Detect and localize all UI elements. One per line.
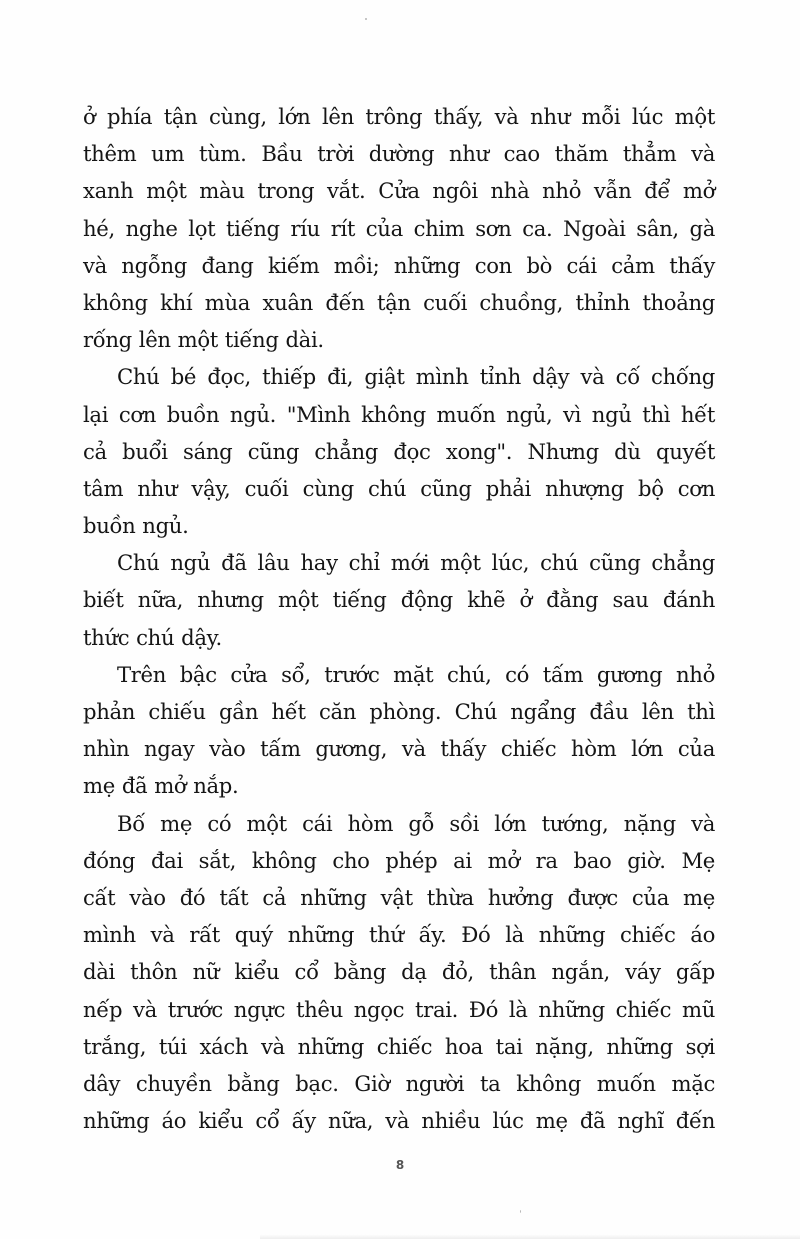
text-line: Chú bé đọc, thiếp đi, giật mình tỉnh dậy và cố chống [117, 364, 715, 390]
text-line: phản chiếu gần hết căn phòng. Chú ngẩng đầu lên thì [83, 699, 715, 724]
text-line: Chú ngủ đã lâu hay chỉ mới một lúc, chú cũng chẳng [117, 550, 715, 576]
text-line: lại cơn buồn ngủ. "Mình không muốn ngủ, vì ngủ thì hết [83, 401, 715, 427]
text-line: xanh một màu trong vắt. Cửa ngôi nhà nhỏ vẫn để mở [83, 178, 715, 204]
paragraph [83, 805, 715, 1140]
text-line: dây chuyền bằng bạc. Giờ người ta không muốn mặc [83, 1070, 715, 1096]
text-line: và ngỗng đang kiếm mồi; những con bò cái cảm thấy [83, 252, 715, 278]
text-line: cất vào đó tất cả những vật thừa hưởng được của mẹ [83, 884, 715, 910]
text-line: hé, nghe lọt tiếng ríu rít của chim sơn ca. Ngoài sân, gà [83, 215, 715, 241]
text-line: thêm um tùm. Bầu trời dường như cao thăm thẳm và [83, 141, 715, 167]
scan-speck [520, 1210, 521, 1213]
paragraph [83, 656, 715, 805]
text-line: nếp và trước ngực thêu ngọc trai. Đó là những chiếc mũ [83, 996, 715, 1022]
paragraph [83, 544, 715, 656]
text-line: Bố mẹ có một cái hòm gỗ sồi lớn tướng, nặng và [117, 810, 715, 836]
text-line: buồn ngủ. [83, 513, 189, 539]
paragraph [83, 98, 715, 358]
text-line: mẹ đã mở nắp. [83, 773, 239, 799]
body-text [83, 98, 715, 1139]
text-line: biết nữa, nhưng một tiếng động khẽ ở đằng sau đánh [83, 587, 715, 613]
text-line: ở phía tận cùng, lớn lên trông thấy, và như mỗi lúc một [83, 104, 715, 129]
text-line: không khí mùa xuân đến tận cuối chuồng, thỉnh thoảng [83, 289, 715, 315]
text-line: cả buổi sáng cũng chẳng đọc xong". Nhưng dù quyết [83, 438, 715, 464]
text-line: nhìn ngay vào tấm gương, và thấy chiếc hòm lớn của [83, 736, 715, 762]
text-line: trắng, túi xách và những chiếc hoa tai nặng, những sợi [83, 1033, 715, 1059]
text-line: Trên bậc cửa sổ, trước mặt chú, có tấm gương nhỏ [117, 661, 715, 687]
text-line: tâm như vậy, cuối cùng chú cũng phải nhượng bộ cơn [83, 475, 715, 501]
scan-edge-shadow [260, 1234, 800, 1239]
text-line: đóng đai sắt, không cho phép ai mở ra bao giờ. Mẹ [83, 847, 715, 873]
scan-speck [365, 18, 367, 20]
paragraph [83, 358, 715, 544]
text-line: những áo kiểu cổ ấy nữa, và nhiều lúc mẹ đã nghĩ đến [83, 1108, 715, 1134]
text-line: mình và rất quý những thứ ấy. Đó là những chiếc áo [83, 922, 715, 948]
page-number: 8 [395, 1158, 405, 1172]
text-line: dài thôn nữ kiểu cổ bằng dạ đỏ, thân ngắn, váy gấp [83, 959, 715, 985]
text-line: thức chú dậy. [83, 624, 222, 650]
text-line: rống lên một tiếng dài. [83, 327, 324, 353]
